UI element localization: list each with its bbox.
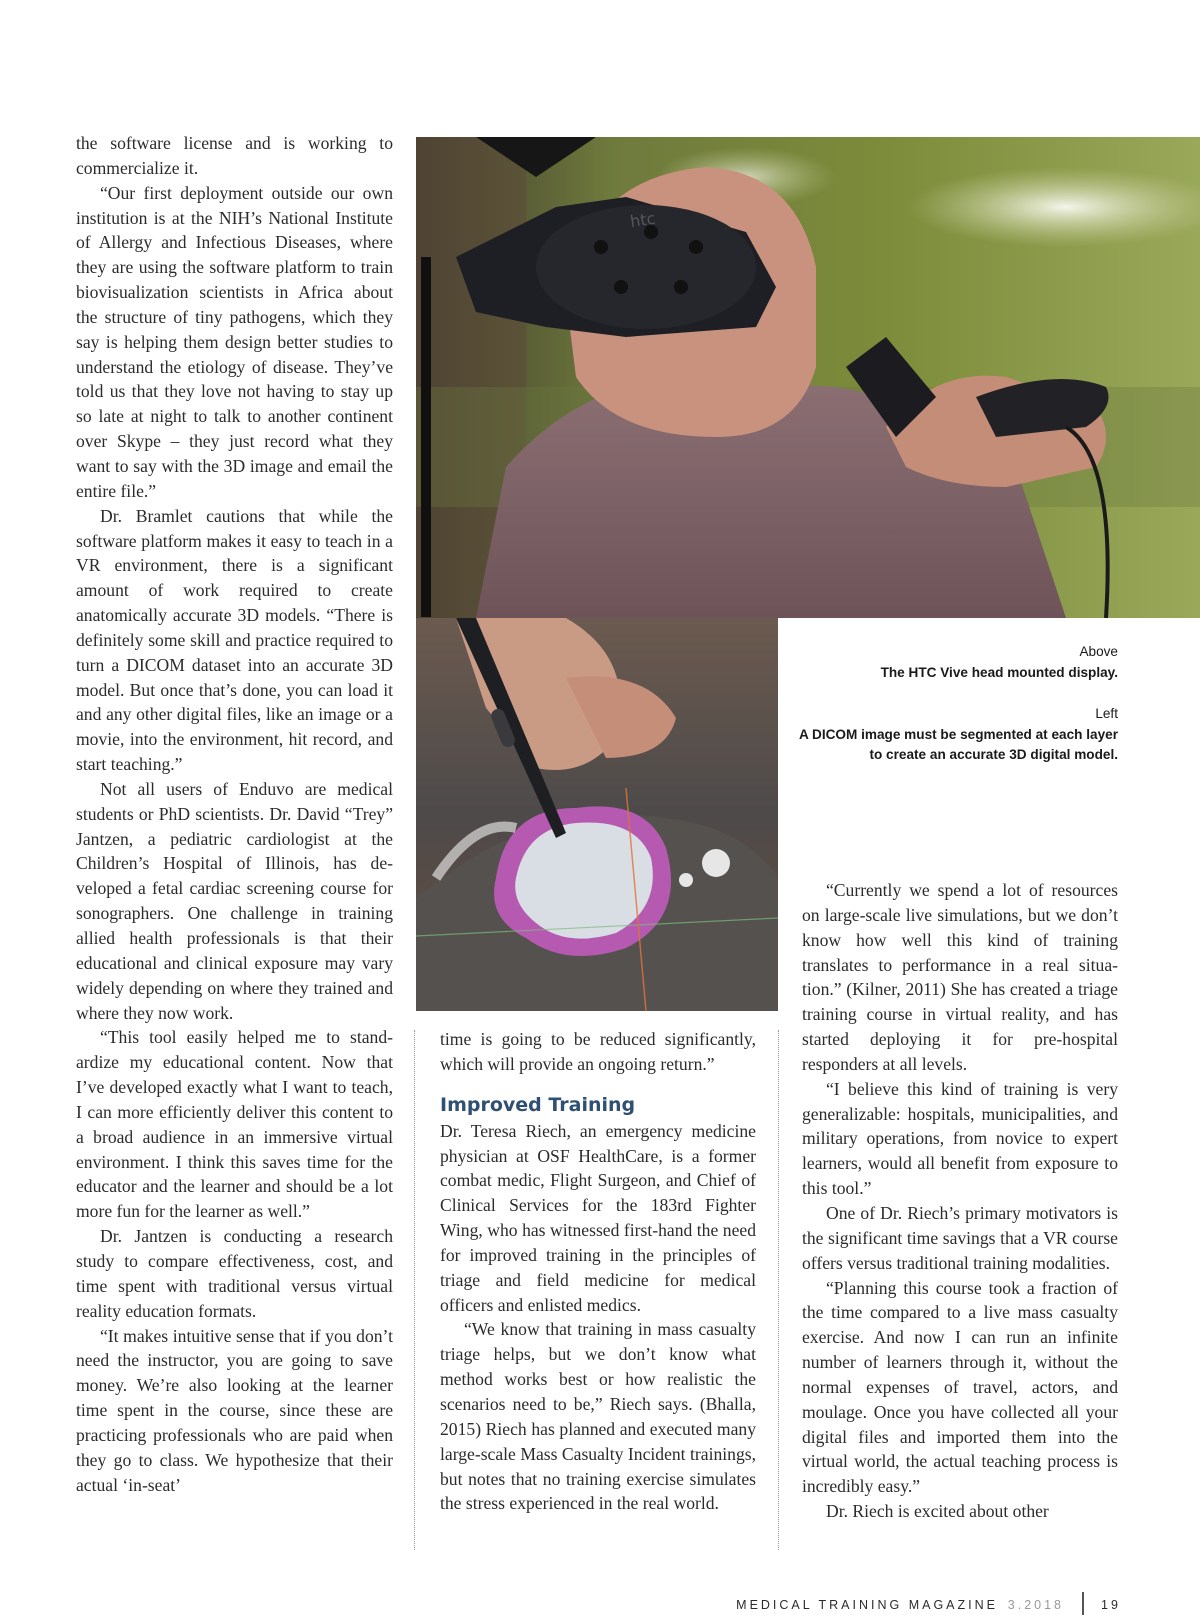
vr-headset-photo <box>416 137 1200 618</box>
magazine-title: MEDICAL TRAINING MAGAZINE <box>736 1598 998 1612</box>
caption-above-text: The HTC Vive head mounted display. <box>880 664 1118 680</box>
issue-date: 3.2018 <box>1007 1598 1064 1612</box>
page-footer <box>0 1598 1200 1614</box>
headset-brand-label: htc <box>628 208 657 231</box>
paragraph: time is going to be reduced significantly, which will provide an ongoing return.” <box>440 1029 756 1074</box>
article-column-2 <box>440 1027 756 1516</box>
paragraph: Dr. Jantzen is conducting a research study to compare effectiveness, cost, and time spent with traditional versus virtual reality education formats. <box>76 1226 393 1321</box>
caption-above <box>788 642 1118 683</box>
paragraph: “This tool easily helped me to standardize my educational content. Now that I’ve developed exactly what I want to teach, I can more efficiently deliver this content to a broad audience in an immersive virtual environment. I think this saves time for the educator and the learner and should be a lot more fun for the learner as well.” <box>76 1027 393 1222</box>
paragraph: Not all users of Enduvo are medical students or PhD scientists. Dr. David “Trey” Jantzen, a pediatric cardiologist at the Children’s Hospital of Illinois, has developed a fetal cardiac screening course for sonographers. One challenge in training allied health professionals is that their educational and clinical exposure may vary widely depending on where they trained and where they now work. <box>76 778 393 1023</box>
column-divider <box>778 1030 779 1550</box>
caption-above-label: Above <box>1079 644 1118 659</box>
photo-captions <box>788 642 1118 787</box>
paragraph: “We know that training in mass casualty triage helps, but we don’t know what method works best or how realistic the scenarios need to be,” Riech says. (Bhalla, 2015) Riech has planned and executed many large-scale Mass Casualty Incident trainings, but notes that no training exercise simulates the stress experienced in the real world. <box>440 1319 756 1514</box>
paragraph: “I believe this kind of training is very generalizable: hospitals, municipalities, and military operations, from novice to expert learners, would all benefit from exposure to this tool.” <box>802 1078 1118 1199</box>
paragraph: Dr. Riech is excited about other <box>826 1501 1049 1522</box>
paragraph: Dr. Bramlet cautions that while the software platform makes it easy to teach in a VR environment, there is a significant amount of work required to create anatomically accurate 3D models. “There is definitely some skill and practice required to turn a DICOM dataset into an accurate 3D model. But once that’s done, you can load it and any other digital files, like an image or a movie, into the environment, hit record, and start teaching.” <box>76 505 393 775</box>
paragraph: the software license and is working to commercialize it. <box>76 133 393 178</box>
caption-left <box>788 704 1118 766</box>
paragraph: Dr. Teresa Riech, an emergency medicine physician at OSF HealthCare, is a former combat medic, Flight Surgeon, and Chief of Clinical Services for the 183rd Fighter Wing, who has witnessed first-hand the need for improved training in the principles of triage and field medicine for medical officers and enlisted medics. <box>440 1120 756 1315</box>
caption-left-label: Left <box>1095 706 1118 721</box>
paragraph: “Planning this course took a fraction of the time compared to a live mass casualty exercise. And now I can run an infinite number of learners through it, without the normal expenses of travel, actors, and moulage. Once you have collected all your digital files and imported them into the virtual world, the actual teaching process is incredibly easy.” <box>802 1277 1118 1497</box>
section-heading: Improved Training <box>440 1093 636 1116</box>
paragraph: “Currently we spend a lot of resources on large-scale live simulations, but we don’t know how well this kind of training translates to performance in a real situation.” (Kilner, 2011) She has created a triage training course in virtual reality, and has started deploying it for pre-hospital responders at all levels. <box>802 880 1118 1074</box>
paragraph: “It makes intuitive sense that if you don’t need the instructor, you are going to save money. We’re also looking at the learner time spent in the course, since these are practicing professionals who are paid when they go to class. We hypothesize that their actual ‘in-seat’ <box>76 1325 393 1495</box>
paragraph: One of Dr. Riech’s primary motivators is the significant time savings that a VR course offers versus traditional training modalities. <box>802 1202 1118 1273</box>
dicom-segmentation-photo <box>416 618 778 1011</box>
article-column-1 <box>76 131 393 1497</box>
footer-divider <box>1082 1592 1084 1615</box>
paragraph: “Our first deployment outside our own institution is at the NIH’s National Institute of Allergy and Infectious Diseases, where they are using the software platform to train biovisualization scientists in Africa about the structure of tiny pathogens, which they say is helping them design better studies to understand the etiology of disease. They’ve told us that they love not having to stay up so late at night to talk to another continent over Skype – they just record what they want to say with the 3D image and email the entire file.” <box>76 182 393 501</box>
page-number: 19 <box>1101 1598 1121 1612</box>
caption-left-text: A DICOM image must be segmented at each layer to create an accurate 3D digital model. <box>798 726 1118 762</box>
article-column-3 <box>802 878 1118 1524</box>
column-divider <box>414 1030 415 1550</box>
